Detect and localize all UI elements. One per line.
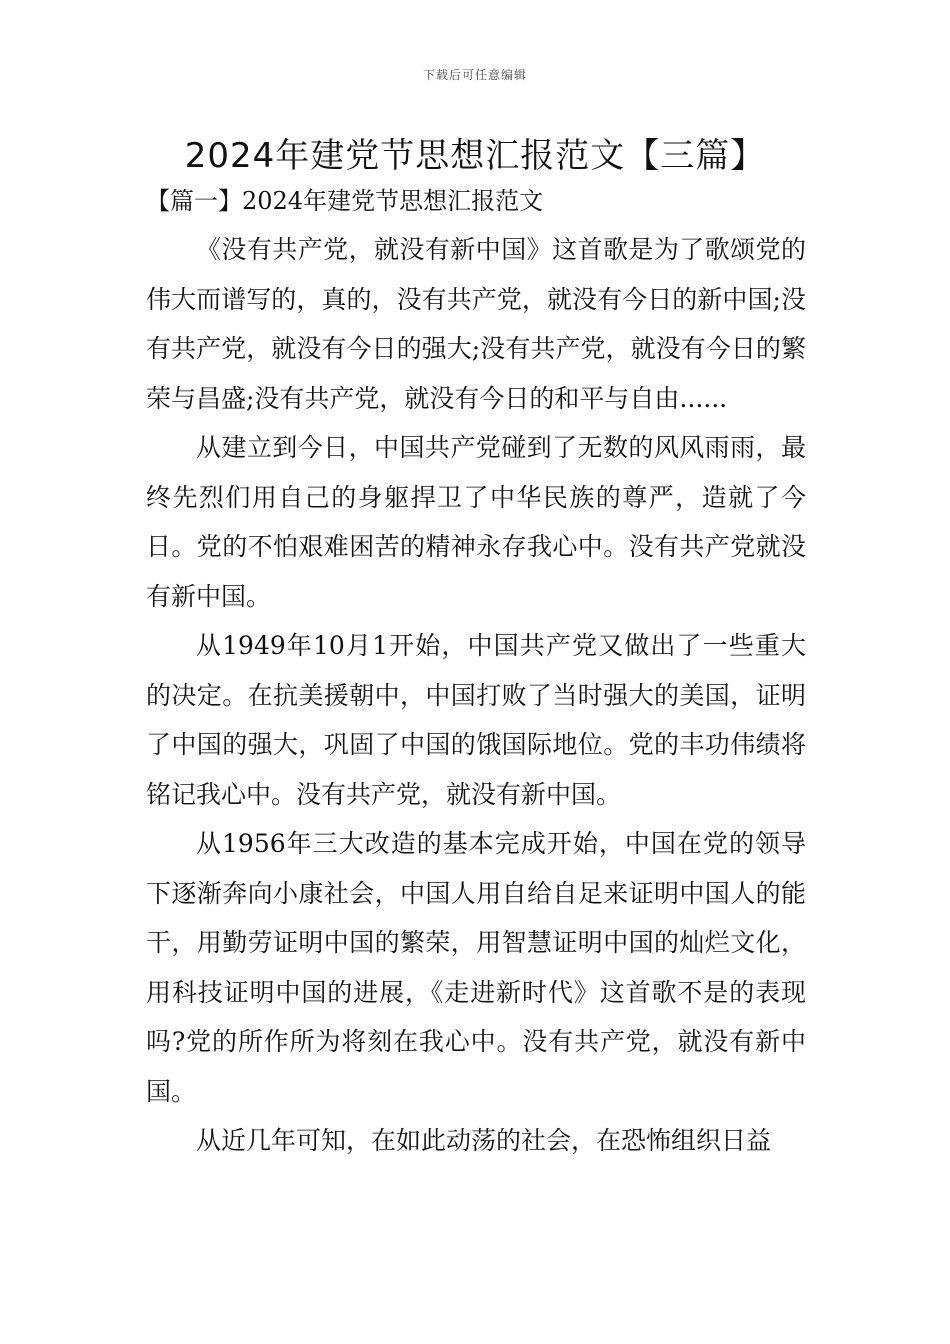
- header-note: 下载后可任意编辑: [422, 68, 527, 82]
- paragraph: 从近几年可知，在如此动荡的社会，在恐怖组织日益: [196, 1126, 772, 1155]
- paragraph: 从1949年10月1开始，中国共产党又做出了一些重大的决定。在抗美援朝中，中国打败了当时强大的美国，证明了中国的强大，巩固了中国的饿国际地位。党的丰功伟绩将铭记我心中。没有共产党，就没有新中国。: [146, 631, 806, 809]
- section-heading: 【篇一】2024年建党节思想汇报范文: [146, 187, 544, 215]
- paragraph: 从1956年三大改造的基本完成开始，中国在党的领导下逐渐奔向小康社会，中国人用自给自足来证明中国人的能干，用勤劳证明中国的繁荣，用智慧证明中国的灿烂文化，用科技证明中国的进展，《走进新时代》这首歌不是的表现吗?党的所作所为将刻在我心中。没有共产党，就没有新中国。: [146, 829, 806, 1106]
- paragraph: 从建立到今日，中国共产党碰到了无数的风风雨雨，最终先烈们用自己的身躯捍卫了中华民族的尊严，造就了今日。党的不怕艰难困苦的精神永存我心中。没有共产党就没有新中国。: [146, 433, 806, 611]
- document-body: [146, 225, 806, 1166]
- document-title: 2024年建党节思想汇报范文【三篇】: [184, 136, 766, 176]
- paragraph: 《没有共产党，就没有新中国》这首歌是为了歌颂党的伟大而谱写的，真的，没有共产党，就没有今日的新中国;没有共产党，就没有今日的强大;没有共产党，就没有今日的繁荣与昌盛;没有共产党，就没有今日的和平与自由......: [146, 235, 806, 413]
